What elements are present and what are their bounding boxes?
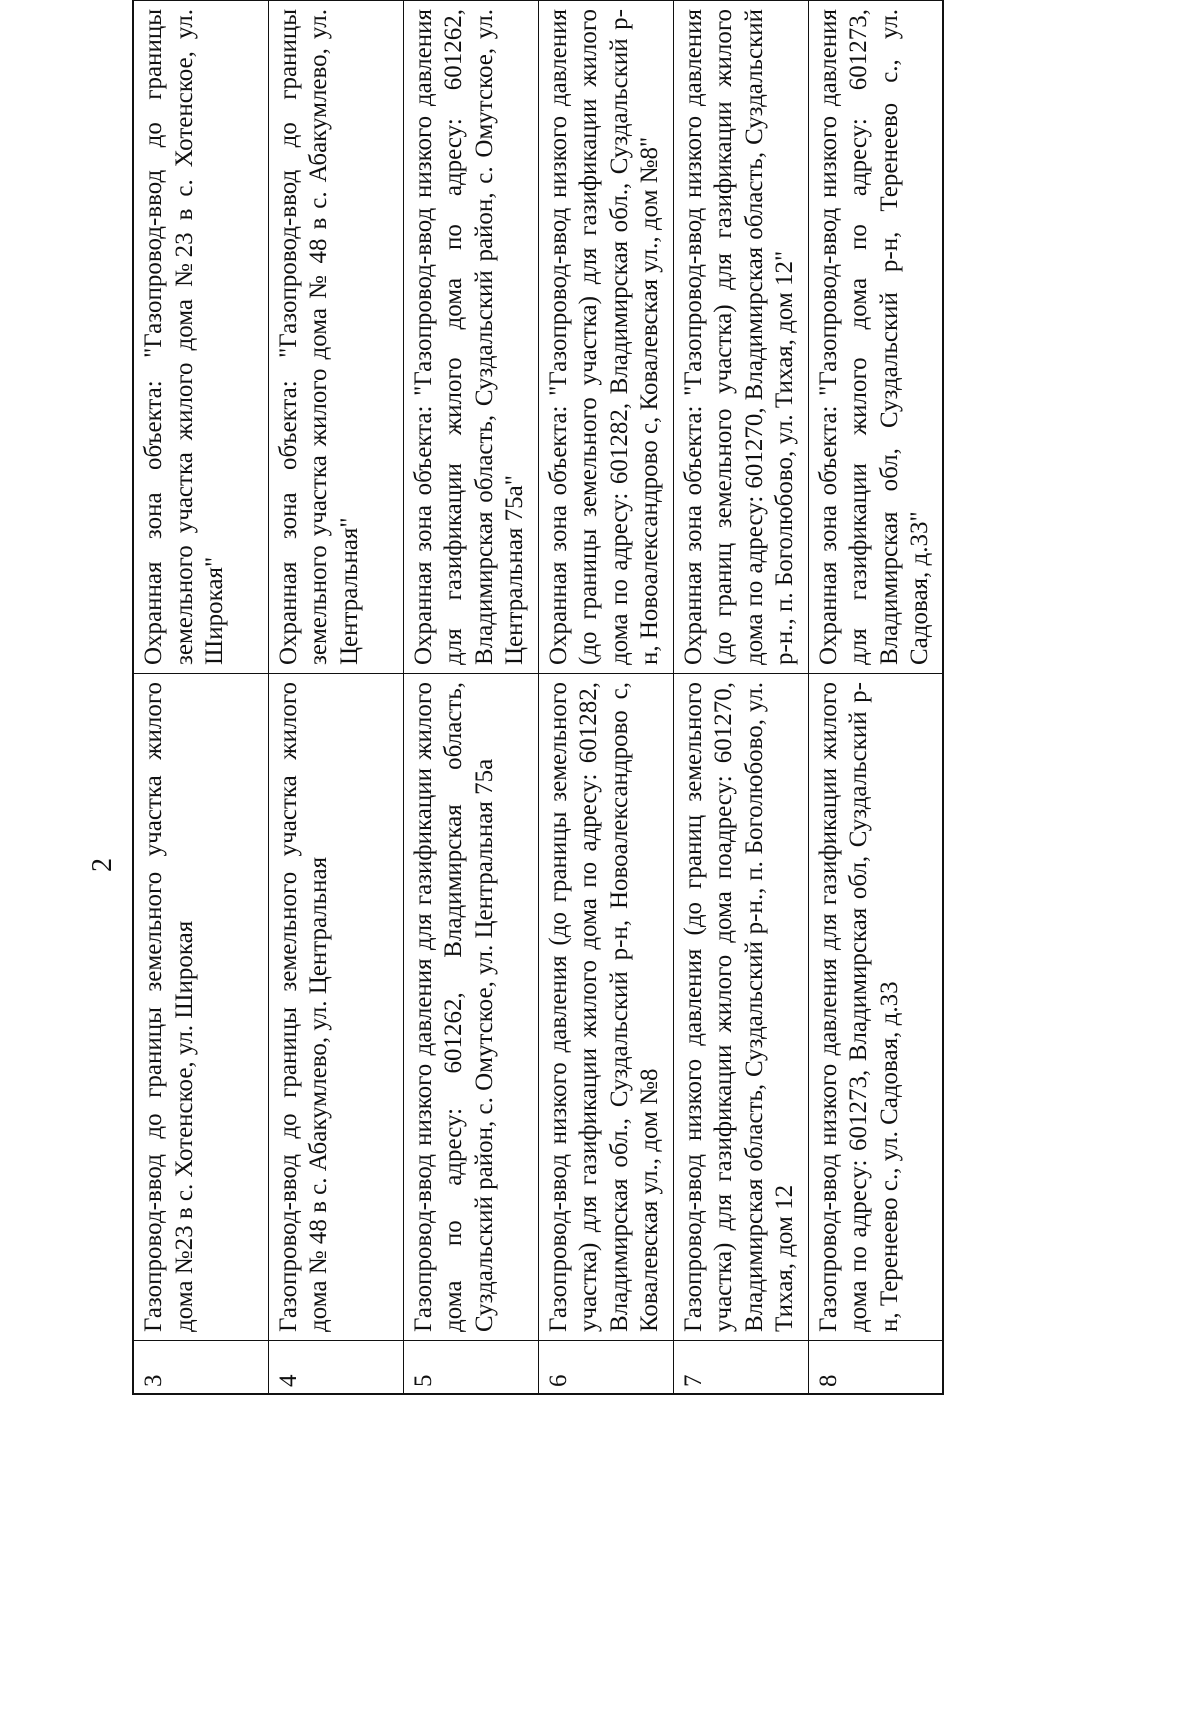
- table-row: [403, 0, 538, 1394]
- row-number: 7: [673, 1341, 808, 1395]
- row-number: 5: [403, 1341, 538, 1395]
- row-number: 6: [538, 1341, 673, 1395]
- object-description: Газопровод-ввод низкого давления для газификации жилого дома по адресу: 601262, Владимирская область, Суздальский район, с. Омутское, ул. Центральная 75а: [403, 674, 538, 1341]
- object-description: Газопровод-ввод до границы земельного участка жилого дома № 48 в с. Абакумлево, ул. Центральная: [268, 674, 403, 1341]
- row-number: 8: [808, 1341, 943, 1395]
- protection-zone: Охранная зона объекта: "Газопровод-ввод низкого давления (до границы земельного участка) для газификации жилого дома по адресу: 601282, Владимирская обл., Суздальский р-н, Новоалександрово с, Ковалевская ул., дом №8": [538, 0, 673, 674]
- rotated-table-container: [132, 9, 942, 1395]
- protection-zone: Охранная зона объекта: "Газопровод-ввод до границы земельного участка жилого дома № 48 в с. Абакумлево, ул. Центральная": [268, 0, 403, 674]
- protection-zone: Охранная зона объекта: "Газопровод-ввод низкого давления для газификации жилого дома по адресу: 601273, Владимирская обл, Суздальский р-н, Теренеево с., ул. Садовая, д.33": [808, 0, 943, 674]
- protection-zone: Охранная зона объекта: "Газопровод-ввод низкого давления для газификации жилого дома по адресу: 601262, Владимирская область, Суздальский район, с. Омутское, ул. Центральная 75а": [403, 0, 538, 674]
- table-row: [268, 0, 403, 1394]
- row-number: 3: [133, 1341, 268, 1395]
- table-row: [673, 0, 808, 1394]
- table-row: [133, 0, 268, 1394]
- table-row: [808, 0, 943, 1394]
- protection-zone: Охранная зона объекта: "Газопровод-ввод низкого давления (до границ земельного участка) для газификации жилого дома по адресу: 601270, Владимирская область, Суздальский р-н., п. Боголюбово, ул. Тихая, дом 12": [673, 0, 808, 674]
- protection-zone: Охранная зона объекта: "Газопровод-ввод до границы земельного участка жилого дома №23 в с. Хотенское, ул. Широкая": [133, 0, 268, 674]
- object-description: Газопровод-ввод низкого давления для газификации жилого дома по адресу: 601273, Владимирская обл, Суздальский р-н, Теренеево с., ул. Садовая, д.33: [808, 674, 943, 1341]
- row-number: 4: [268, 1341, 403, 1395]
- object-description: Газопровод-ввод до границы земельного участка жилого дома №23 в с. Хотенское, ул. Широкая: [133, 674, 268, 1341]
- object-description: Газопровод-ввод низкого давления (до границ земельного участка) для газификации жилого дома поадресу: 601270, Владимирская область, Суздальский р-н., п. Боголюбово, ул. Тихая, дом 12: [673, 674, 808, 1341]
- page-number: 2: [87, 858, 118, 872]
- table-row: [538, 0, 673, 1394]
- object-description: Газопровод-ввод низкого давления (до границы земельного участка) для газификации жилого дома по адресу: 601282, Владимирская обл., Суздальский р-н, Новоалександрово с, Ковалевская ул., дом №8: [538, 674, 673, 1341]
- objects-table: [132, 0, 944, 1395]
